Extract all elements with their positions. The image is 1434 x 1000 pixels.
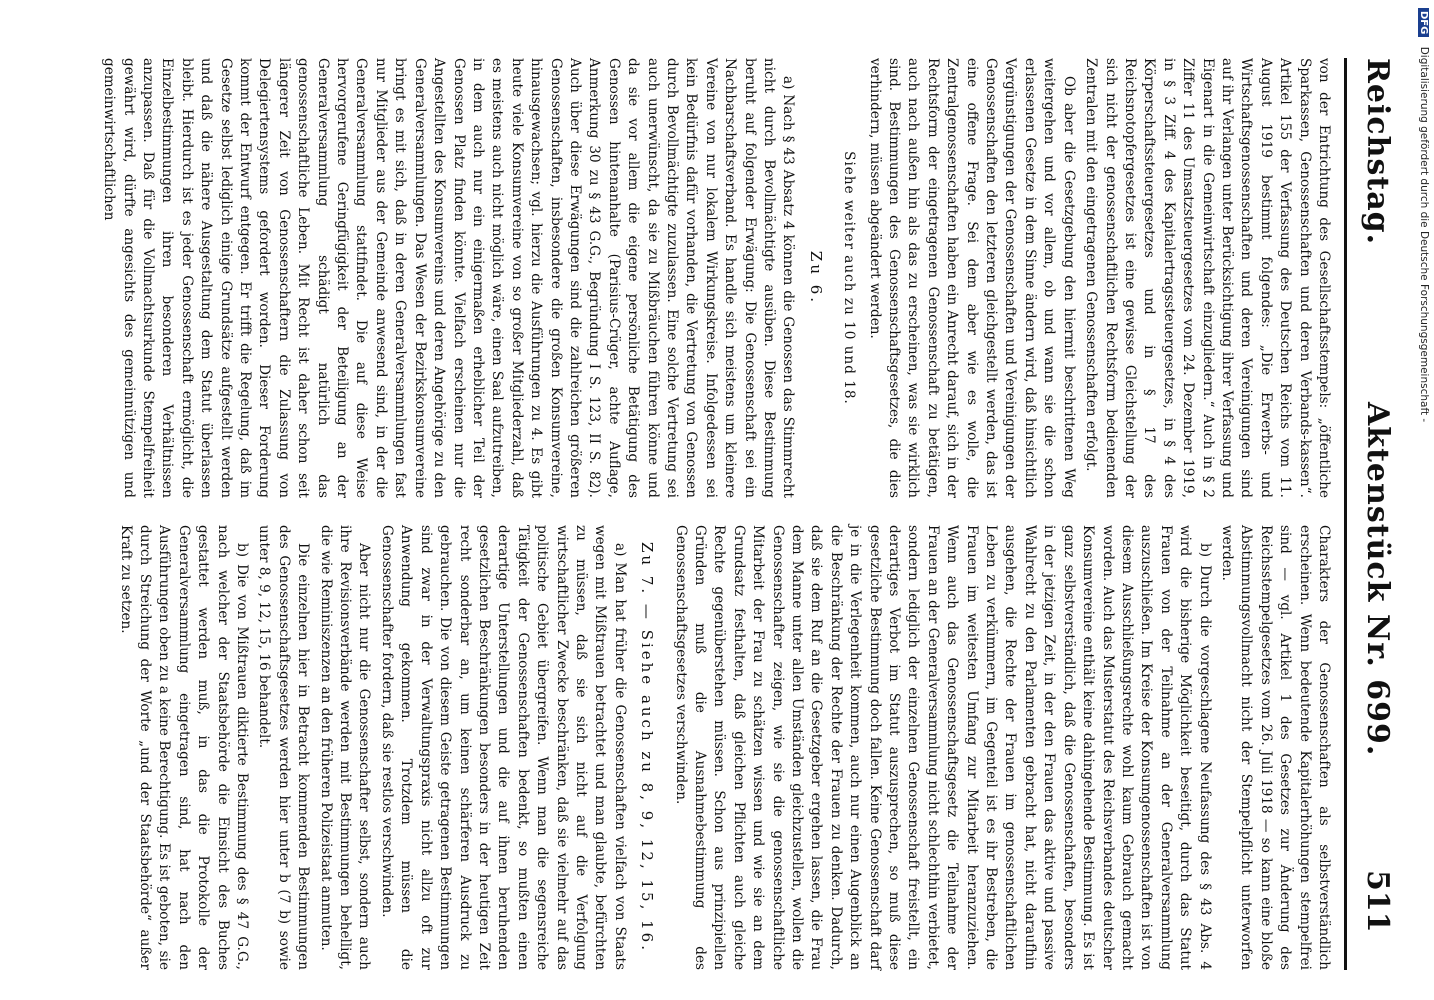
right-paragraph-3: a) Man hat früher die Genossenschaften vielfach von Staats wegen mit Mißtrauen betrachtet und man glaubte, befürchten zu müssen, daß sie sich nicht auf die Verfolgung wirtschaftlicher Zwecke beschränken, daß sie vielmehr auf das politische Gebiet übergreifen. Wenn man die segensreiche Tätigkeit der Genossenschaften bedenkt, so mußten einen derartige Unterstellungen und die auf ihnen beruhenden gesetzlichen Beschränkungen besonders in der heutigen Zeit recht sonderbar an, um keinen schärferen Ausdruck zu gebrauchen. Die von diesem Geiste getragenen Bestimmungen sind zwar in der Verwaltungspraxis nicht allzu oft zur Anwendung gekommen. Trotzdem müssen die Genossenschafter fordern, daß sie restlos verschwinden. — [378, 525, 628, 970]
section-heading-7: Zu 7. — Siehe auch zu 8, 9, 12, 15, 16. — [638, 542, 657, 953]
right-paragraph-1: Charakters der Genossenschaften als selbstverständlich erscheinen. Wenn bedeutende Kapitalerhöhungen stempelfrei sind — vgl. Artikel 1 des Gesetzes zur Änderung des Reichsstempelgesetzes vom 26. Juli 1918 — so kann eine bloße Abstimmungsvollmacht nicht der Stempelpflicht unterworfen werden. — [1218, 525, 1332, 970]
header-rule — [1344, 58, 1347, 970]
page-number: 511 — [1360, 870, 1395, 933]
page-header — [1327, 0, 1413, 1000]
cross-reference: Siehe weiter auch zu 10 und 18. — [841, 151, 858, 405]
dfg-logo: DFG — [1418, 8, 1429, 37]
imprint-text: Digitalisierung gefördert durch die Deutsche Forschungsgemeinschaft - — [1418, 46, 1430, 423]
right-paragraph-5: Die einzelnen hier in Betracht kommenden Bestimmungen des Genossenschaftsgesetzes werden hier unter b (7 b) sowie unter 8, 9, 12, 15, 16 behandelt. — [256, 525, 312, 970]
right-paragraph-4: Aber nicht nur die Genossenschafter selbst, sondern auch ihre Revisionsverbände werden mit Bestimmungen behelligt, die wie Reminiszenzen an den früheren Polizeistaat anmuten. — [317, 525, 373, 970]
header-aktenstueck: Aktenstück Nr. 699. — [1360, 402, 1395, 757]
left-column — [101, 58, 1333, 498]
left-paragraph-3: a) Nach § 43 Absatz 4 können die Genossen das Stimmrecht nicht durch Bevollmächtigte ausüben. Diese Bestimmung beruht auf folgender Erwägung: Die Genossenschaft sei ein Nachbarschaftsverband. Es handle sich meistens um kleinere Vereine von nur lokalem Wirkungskreise. Infolgedessen sei kein Bedürfnis dafür vorhanden, die Vertretung von Genossen durch Bevollmächtigte zuzulassen. Eine solche Vertretung sei auch unerwünscht, da sie zu Mißbräuchen führen könne und da sie vor allem die eigene persönliche Betätigung des Genossen hintenanhalte (Parisius-Crüger, achte Auflage, Anmerkung 30 zu § 43 G.G., Begründung I S. 123, II S. 82). Auch über diese Erwägungen sind die zahlreichen größeren Genossenschaften, insbesondere die großen Konsumvereine, hinausgewachsen; vgl. hierzu die Ausführungen zu 4. Es gibt heute viele Konsumvereine von so großer Mitgliederzahl, daß es meistens auch nicht möglich wäre, einen Saal aufzutreiben, in dem auch nur ein einigermaßen erheblicher Teil der Genossen Platz finden könnte. Vielfach erscheinen nur die Angestellten des Konsumvereins und deren Angehörige zu den Generalversammlungen. Das Wesen der Bezirkskonsumvereine bringt es mit sich, daß in deren Generalversammlungen fast nur Mitglieder aus der Gemeinde anwesend sind, in der die Generalversammlung stattfindet. Die auf diese Weise hervorgerufene Geringfügigkeit der Beteiligung an der Generalversammlung schädigt natürlich das genossenschaftliche Leben. Mit Recht ist daher schon seit längerer Zeit von Genossenschaftern die Zulassung von Delegiertensystems gefordert worden. Dieser Forderung kommt der Entwurf entgegen. Er trifft die Regelung, daß im Gesetze selbst lediglich einige Grundsätze aufgestellt werden und daß die nähere Ausgestaltung dem Statut überlassen bleibt. Hierdurch ist es jeder Genossenschaft ermöglicht, die Einzelbestimmungen ihren besonderen Verhältnissen anzupassen. Daß für die Vollmachtsurkunde Stempelfreiheit gewährt wird, dürfte angesichts des gemeinnützigen und gemeinwirtschaftlichen — [101, 58, 797, 498]
right-paragraph-6: b) Die von Mißtrauen diktierte Bestimmung des § 47 G.G., nach welcher der Staatsbehörde die Einsicht des Buches gestattet werden muß, in das die Protokolle der Generalversammlung eingetragen sind, hat nach den Ausführungen oben zu a keine Berechtigung. Es ist geboten, sie durch Streichung der Worte „und der Staatsbehörde“ außer Kraft zu setzen. — [117, 525, 251, 970]
left-paragraph-1: von der Entrichtung des Gesellschaftsstempels: „öffentliche Sparkassen, Genossenschaften und deren Verbands-kassen“. Artikel 155 der Verfassung des Deutschen Reichs vom 11. August 1919 bestimmt folgendes: „Die Erwerbs- und Wirtschaftsgenossenschaften und deren Vereinigungen sind auf ihr Verlangen unter Berücksichtigung ihrer Verfassung und Eigenart in die Gemeinwirtschaft einzugliedern.“ Auch in § 2 Ziffer 11 des Umsatzsteuergesetzes vom 24. Dezember 1919, in § 3 Ziff. 4 des Kapitalertragssteuergesetzes, in § 4 des Körperschaftssteuergesetzes und in § 17 des Reichsnotopfergesetzes ist eine gewisse Gleichstellung der sich nicht der genossenschaftlichen Rechtsform bedienenden Zentralen mit den eingetragenen Genossenschaften erfolgt. — [1083, 58, 1332, 498]
header-reichstag: Reichstag. — [1360, 58, 1395, 246]
right-paragraph-2: b) Durch die vorgeschlagene Neufassung des § 43 Abs. 4 wird die bisherige Möglichkeit beseitigt, durch das Statut Frauen von der Teilnahme an der Generalversammlung auszuschließen. Im Kreise der Konsumgenossenschaften ist von diesem Ausschließungsrechte wohl kaum Gebrauch gemacht worden. Auch das Musterstatut des Reichsverbandes deutscher Konsumvereine enthält keine dahingehende Bestimmung. Es ist ganz selbstverständlich, daß die Genossenschaften, besonders in der jetzigen Zeit, in der den Frauen das aktive und passive Wahlrecht zu den Parlamenten gebracht hat, nicht daraufhin ausgehen, die Rechte der Frauen im genossenschaftlichen Leben zu verkümmern, im Gegenteil ist es ihr Bestreben, die Frauen im weitesten Umfang zur Mitarbeit heranzuziehen. Wenn auch das Genossenschaftsgesetz die Teilnahme der Frauen an der Generalversammlung nicht schlechthin verbietet, sondern lediglich der einzelnen Genossenschaft freistellt, ein derartiges Verbot im Statut auszusprechen, so muß diese gesetzliche Bestimmung doch fallen. Keine Genossenschaft darf je in die Verlegenheit kommen, auch nur einen Augenblick an die Beschränkung der Rechte der Frauen zu denken. Dadurch, daß sie dem Ruf an die Gesetzgeber ergehen lassen, die Frau dem Manne unter allen Umständen gleichzustellen, wollen die Genossenschafter zeigen, wie sie die genossenschaftliche Mitarbeit der Frau zu schätzen wissen und wie sie an dem Grundsatz festhalten, daß gleichen Pflichten auch gleiche Rechte gegenüberstehen müssen. Schon aus prinzipiellen Gründen muß die Ausnahmebestimmung des Genossenschaftsgesetzes verschwinden. — [672, 525, 1213, 970]
right-column — [117, 525, 1333, 970]
left-paragraph-2: Ob aber die Gesetzgebung den hiermit beschrittenen Weg weitergehen und vor allem, ob und wann sie die schon erlassenen Gesetze in dem Sinne ändern wird, daß hinsichtlich Vergünstigungen der Genossenschaften und Vereinigungen der Genossenschaften den letzteren gleichgestellt werden, das ist eine offene Frage. Sei dem aber wie es wolle, die Zentralgenossenschaften haben ein Anrecht darauf, sich in der Rechtsform der eingetragenen Genossenschaft zu betätigen, auch nach außen hin als das zu erscheinen, was sie wirklich sind. Bestimmungen des Genossenschaftsgesetzes, die dies verhindern, müssen abgeändert werden. — [866, 58, 1077, 498]
digitization-imprint — [1418, 8, 1430, 422]
section-heading-6: Zu 6. — [806, 250, 825, 306]
